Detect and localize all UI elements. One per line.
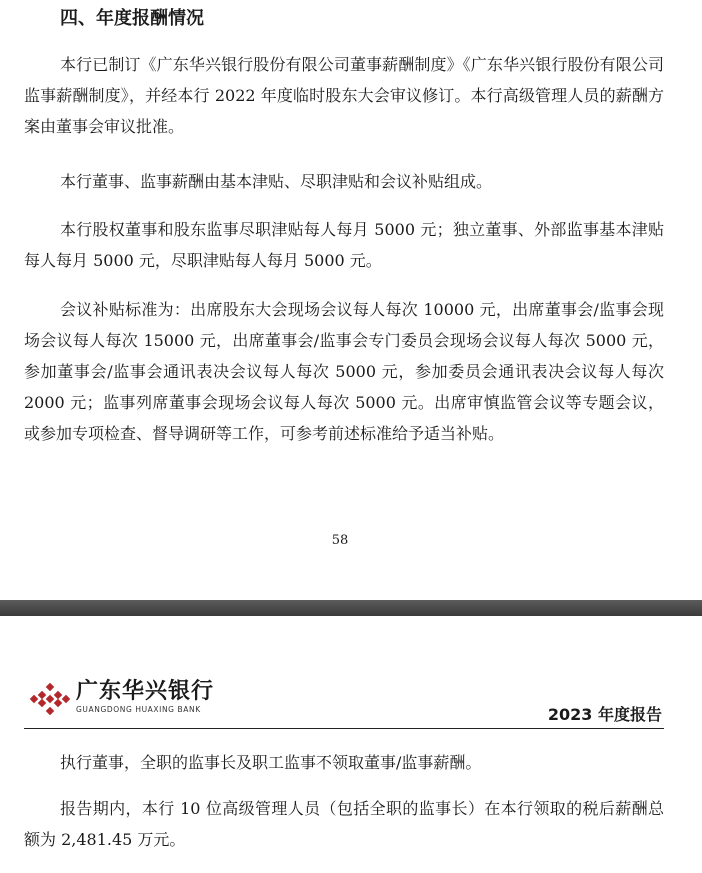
paragraph-text: 本行已制订《广东华兴银行股份有限公司董事薪酬制度》《广东华兴银行股份有限公司监事薪酬制度》，并经本行 2022 年度临时股东大会审议修订。本行高级管理人员的薪酬方案由董事会审议批准。	[24, 55, 664, 136]
header-rule	[24, 728, 664, 729]
paragraph-text: 本行股权董事和股东监事尽职津贴每人每月 5000 元；独立董事、外部监事基本津贴每人每月 5000 元，尽职津贴每人每月 5000 元。	[24, 220, 664, 270]
paragraph-text: 执行董事，全职的监事长及职工监事不领取董事/监事薪酬。	[60, 753, 482, 772]
bank-name-english: GUANGDONG HUAXING BANK	[76, 705, 201, 714]
bank-logo-icon	[30, 683, 70, 715]
section-heading: 四、年度报酬情况	[60, 8, 204, 29]
paragraph-remuneration-policy	[24, 49, 664, 142]
page-number: 58	[331, 533, 349, 548]
paragraph-meeting-subsidies	[24, 294, 664, 449]
paragraph-text: 本行董事、监事薪酬由基本津贴、尽职津贴和会议补贴组成。	[60, 172, 493, 191]
paragraph-text: 报告期内，本行 10 位高级管理人员（包括全职的监事长）在本行领取的税后薪酬总额为 2,481.45 万元。	[24, 799, 664, 849]
paragraph-senior-management-pay	[24, 793, 664, 855]
paragraph-exemptions	[24, 747, 664, 778]
page-divider	[0, 600, 702, 616]
paragraph-text: 会议补贴标准为：出席股东大会现场会议每人每次 10000 元，出席董事会/监事会现场会议每人每次 15000 元，出席董事会/监事会专门委员会现场会议每人每次 5000 元，参加董事会/监事会通讯表决会议每人每次 5000 元，参加委员会通讯表决会议每人每次 2000 元；监事列席董事会现场会议每人每次 5000 元。出席审慎监管会议等专题会议，或参加专项检查、督导调研等工作，可参考前述标准给予适当补贴。	[24, 300, 664, 443]
report-title: 2023 年度报告	[547, 705, 662, 724]
paragraph-allowances	[24, 214, 664, 276]
bank-name: 广东华兴银行	[76, 679, 215, 704]
paragraph-remuneration-components	[24, 166, 664, 197]
